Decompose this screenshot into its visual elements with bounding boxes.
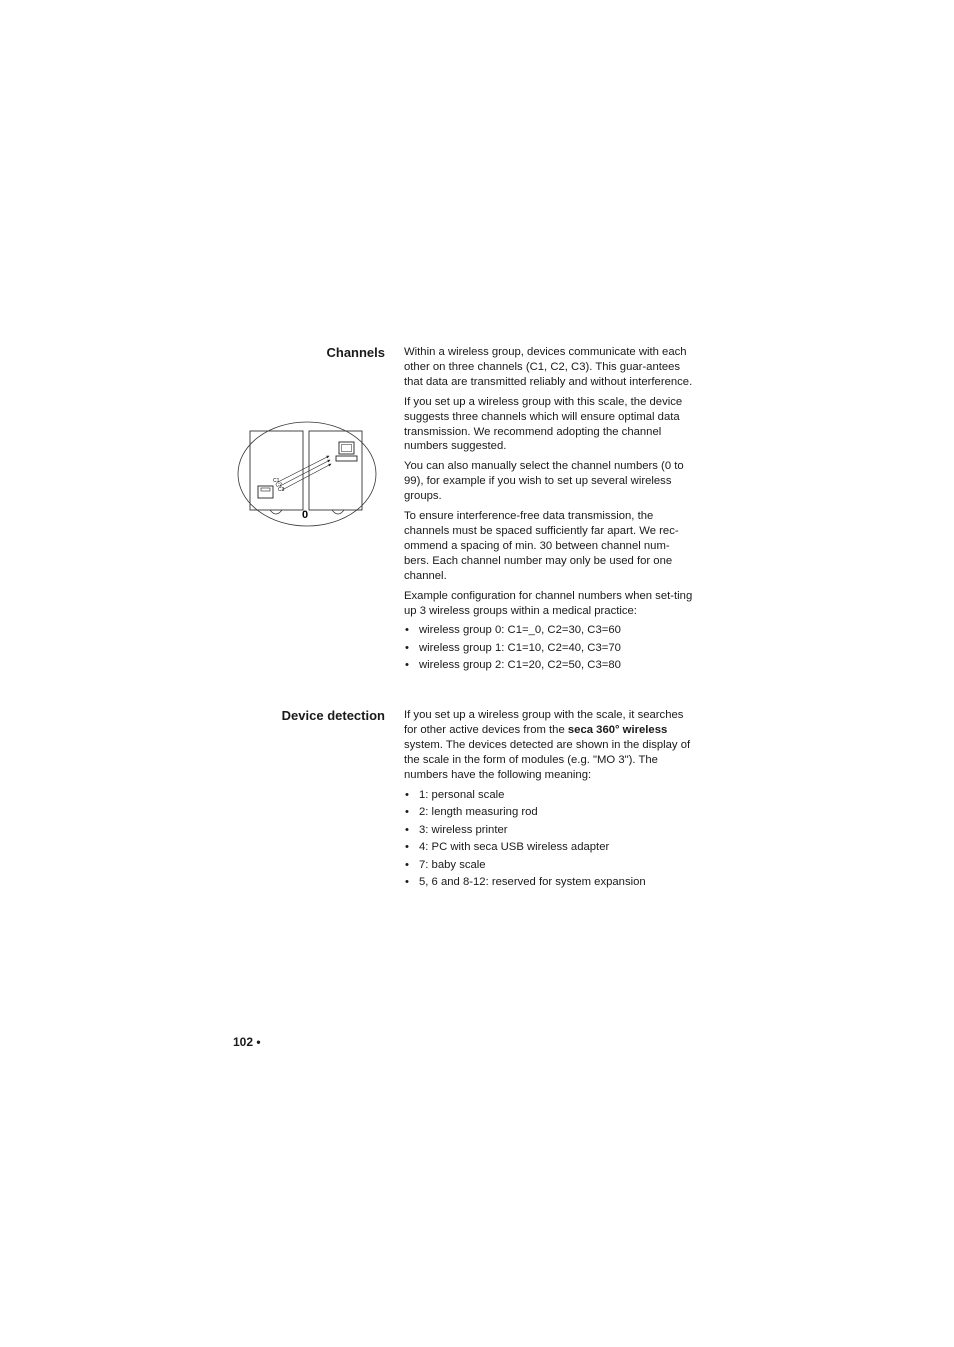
wireless-group-diagram xyxy=(236,420,381,532)
list-item: • wireless group 0: C1=_0, C2=30, C3=60 xyxy=(404,623,694,638)
channels-paragraph-5: Example configuration for channel numbers when set-ting up 3 wireless groups within a medical practice: xyxy=(404,589,693,617)
list-item: • 7: baby scale xyxy=(404,858,694,873)
channels-body xyxy=(404,345,694,676)
product-name: seca 360° wireless xyxy=(567,723,668,736)
channel-config-list xyxy=(404,623,694,673)
channels-paragraph-3: You can also manually select the channel numbers (0 to 99), for example if you wish to set up several wireless groups. xyxy=(404,460,684,503)
channels-heading: Channels xyxy=(326,345,385,360)
page-number: 102 • xyxy=(233,1035,261,1049)
device-detection-heading: Device detection xyxy=(281,708,385,723)
list-item: • wireless group 2: C1=20, C2=50, C3=80 xyxy=(404,658,694,673)
channel-label-c2: C2 xyxy=(275,482,282,489)
list-item: • 5, 6 and 8-12: reserved for system expansion xyxy=(404,875,694,890)
device-detection-paragraph xyxy=(404,708,694,783)
channels-paragraph-2: If you set up a wireless group with this scale, the device suggests three channels which will ensure optimal data transmission. We recommend adopting the channel numbers suggested. xyxy=(404,395,683,453)
scale-device-icon xyxy=(258,486,273,498)
computer-icon xyxy=(336,442,357,461)
channel-arrow-c2 xyxy=(280,460,330,486)
channel-label-c1: C1 xyxy=(273,478,280,484)
module-number-list xyxy=(404,788,694,890)
channel-arrow-c3 xyxy=(282,464,331,490)
channels-paragraph-4: To ensure interference-free data transmission, the channels must be spaced sufficiently far apart. We rec-ommend a spacing of min. 30 between channel num-bers. Each channel number may only be used for one channel. xyxy=(404,510,679,582)
list-item: • wireless group 1: C1=10, C2=40, C3=70 xyxy=(404,641,694,656)
intro-text: If you set up a wireless group with the scale, it searches for other active devices from the xyxy=(404,709,684,736)
list-item: • 1: personal scale xyxy=(404,788,694,803)
wireless-group-illustration xyxy=(236,420,381,532)
list-item: • 3: wireless printer xyxy=(404,823,694,838)
channel-label-c3: C3 xyxy=(278,487,285,493)
channels-paragraph-1: Within a wireless group, devices communicate with each other on three channels (C1, C2, C3). This guar-antees that data are transmitted reliably and without interference. xyxy=(404,346,693,388)
device-detection-body xyxy=(404,708,694,893)
list-item: • 4: PC with seca USB wireless adapter xyxy=(404,840,694,855)
wireless-group-number: 0 xyxy=(302,509,309,521)
intro-text-continued: system. The devices detected are shown in the display of the scale in the form of modules (e.g. "MO 3"). The numbers have the following meaning: xyxy=(404,738,691,781)
list-item: • 2: length measuring rod xyxy=(404,805,694,820)
